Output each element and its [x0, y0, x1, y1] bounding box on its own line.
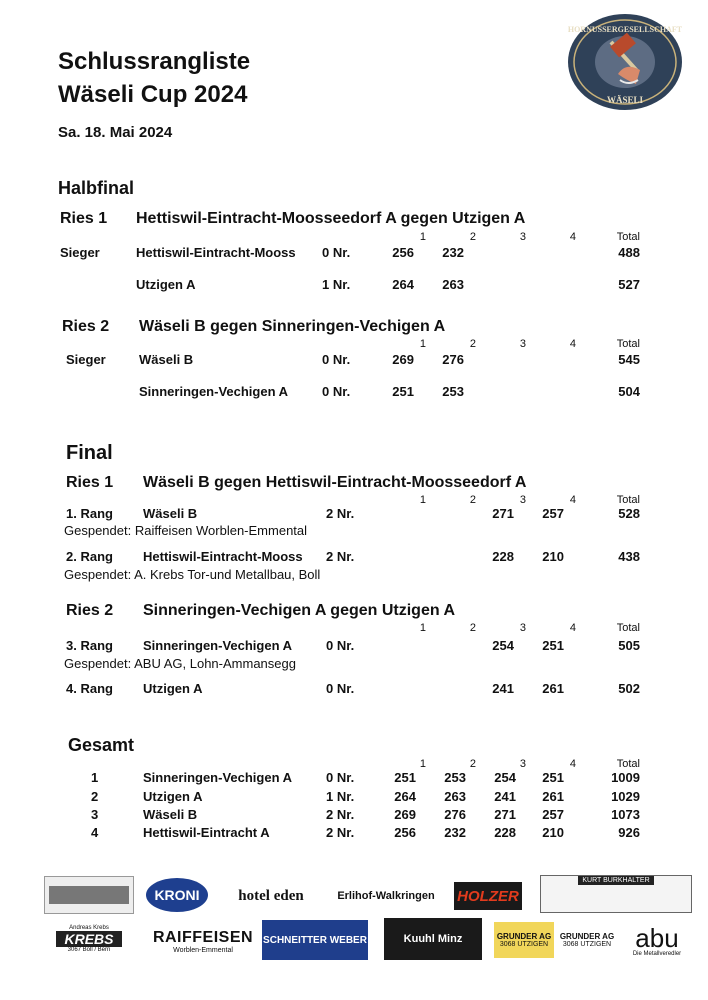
score-4: 261 — [542, 681, 564, 696]
schneitter-weber-logo: SCHNEITTER WEBER — [262, 920, 368, 960]
number: 1 Nr. — [322, 277, 351, 292]
final-ries2-label: Ries 2 — [66, 602, 114, 619]
halbfinal-ries1-label: Ries 1 — [60, 210, 108, 227]
grunder2-sub: 3068 UTZIGEN — [562, 941, 612, 948]
col-label-2: 2 — [469, 758, 476, 770]
number: 0 Nr. — [326, 681, 355, 696]
score-4: 210 — [542, 825, 564, 840]
number: 2 Nr. — [326, 549, 355, 564]
grunder1-sub: 3068 UTZIGEN — [499, 941, 549, 948]
krebs-place: 3067 Boll / Bern — [67, 947, 111, 953]
total: 527 — [618, 277, 640, 292]
sponsor-note: Gespendet: A. Krebs Tor-und Metallbau, Boll — [64, 567, 321, 582]
total: 528 — [618, 506, 640, 521]
team: Hettiswil-Eintracht A — [143, 825, 270, 840]
score-2: 276 — [442, 352, 464, 367]
score-1: 251 — [394, 770, 416, 785]
raiffeisen-sub: Worblen-Emmental — [173, 946, 233, 954]
halbfinal-heading: Halbfinal — [58, 178, 135, 198]
final-ries1-match: Wäseli B gegen Hettiswil-Eintracht-Moosseedorf A — [143, 474, 527, 491]
total: 505 — [618, 638, 640, 653]
score-4: 251 — [542, 770, 564, 785]
team: Sinneringen-Vechigen A — [143, 770, 293, 785]
team: Sinneringen-Vechigen A — [143, 638, 293, 653]
score-4: 257 — [542, 807, 564, 822]
col-label-3: 3 — [519, 231, 526, 243]
score-4: 210 — [542, 549, 564, 564]
burkhalter-name: KURT BURKHALTER — [578, 876, 653, 885]
sponsor-note: Gespendet: ABU AG, Lohn-Ammansegg — [64, 656, 296, 671]
number: 2 Nr. — [326, 807, 355, 822]
score-4: 261 — [542, 789, 564, 804]
number: 2 Nr. — [326, 506, 355, 521]
score-2: 253 — [444, 770, 466, 785]
score-3: 271 — [494, 807, 516, 822]
final-heading: Final — [66, 442, 113, 464]
score-1: 269 — [392, 352, 414, 367]
score-2: 263 — [444, 789, 466, 804]
col-label-total: Total — [616, 758, 640, 770]
halbfinal-ries1-match: Hettiswil-Eintracht-Moosseedorf A gegen Utzigen A — [136, 210, 526, 227]
page-title-line1: Schlussrangliste — [58, 48, 251, 75]
team: Utzigen A — [143, 789, 203, 804]
krebs-name-line: Andreas Krebs — [69, 925, 109, 931]
score-2: 253 — [442, 384, 464, 399]
score-1: 256 — [392, 245, 414, 260]
score-3: 228 — [494, 825, 516, 840]
col-label-2: 2 — [469, 622, 476, 634]
col-label-2: 2 — [469, 231, 476, 243]
col-label-1: 1 — [419, 622, 426, 634]
burkhalter-logo — [540, 875, 692, 913]
score-2: 232 — [444, 825, 466, 840]
total: 438 — [618, 549, 640, 564]
score-2: 263 — [442, 277, 464, 292]
team: Wäseli B — [143, 807, 198, 822]
raiffeisen-wordmark: RAIFFEISEN — [152, 928, 254, 946]
score-3: 241 — [492, 681, 514, 696]
score-1: 264 — [394, 789, 416, 804]
score-1: 264 — [392, 277, 414, 292]
col-label-3: 3 — [519, 758, 526, 770]
col-label-1: 1 — [419, 231, 426, 243]
score-2: 276 — [444, 807, 466, 822]
score-3: 271 — [492, 506, 514, 521]
total: 488 — [618, 245, 640, 260]
score-1: 256 — [394, 825, 416, 840]
page-title-line2: Wäseli Cup 2024 — [58, 81, 248, 108]
col-label-2: 2 — [469, 338, 476, 350]
rank: 2 — [91, 789, 99, 804]
holzer-logo: HOLZER — [454, 882, 522, 910]
score-2: 232 — [442, 245, 464, 260]
hotel-eden-logo: hotel eden — [238, 887, 304, 904]
rank: 1. Rang — [66, 506, 113, 521]
col-label-2: 2 — [469, 494, 476, 506]
score-3: 254 — [492, 638, 514, 653]
score-1: 251 — [392, 384, 414, 399]
total: 1073 — [611, 807, 640, 822]
total: 1029 — [611, 789, 640, 804]
erlihof-logo: Erlihof-Walkringen — [337, 890, 435, 902]
team: Wäseli B — [139, 352, 194, 367]
col-label-1: 1 — [419, 758, 426, 770]
krebs-logo — [44, 918, 134, 960]
rank: 3 — [91, 807, 99, 822]
team: Utzigen A — [136, 277, 196, 292]
col-label-4: 4 — [569, 622, 576, 634]
team: Hettiswil-Eintracht-Mooss — [136, 245, 296, 260]
team: Utzigen A — [143, 681, 203, 696]
rank: Sieger — [60, 245, 100, 260]
col-label-4: 4 — [569, 494, 576, 506]
grunder1-name: GRUNDER AG — [496, 932, 552, 941]
halbfinal-ries2-label: Ries 2 — [62, 318, 110, 335]
team: Sinneringen-Vechigen A — [139, 384, 289, 399]
col-label-3: 3 — [519, 338, 526, 350]
col-label-total: Total — [616, 622, 640, 634]
final-ries1-label: Ries 1 — [66, 474, 114, 491]
rank: 3. Rang — [66, 638, 113, 653]
team: Hettiswil-Eintracht-Mooss — [143, 549, 303, 564]
total: 1009 — [611, 770, 640, 785]
restaurant-sponsor-logo — [44, 876, 134, 914]
number: 1 Nr. — [326, 789, 355, 804]
logo-text-top: HORNUSSERGESELLSCHAFT — [567, 25, 683, 34]
abu-wordmark: abu — [635, 923, 679, 953]
col-label-4: 4 — [569, 338, 576, 350]
total: 504 — [618, 384, 640, 399]
club-logo — [566, 12, 684, 112]
col-label-total: Total — [616, 231, 640, 243]
abu-logo — [620, 920, 694, 962]
rank: Sieger — [66, 352, 106, 367]
rank: 4 — [91, 825, 99, 840]
number: 0 Nr. — [326, 770, 355, 785]
logo-text-bottom: WÄSELI — [606, 95, 644, 105]
number: 2 Nr. — [326, 825, 355, 840]
number: 0 Nr. — [326, 638, 355, 653]
raiffeisen-logo — [152, 924, 254, 958]
halbfinal-ries2-match: Wäseli B gegen Sinneringen-Vechigen A — [139, 318, 446, 335]
score-4: 251 — [542, 638, 564, 653]
score-3: 254 — [494, 770, 516, 785]
abu-sub: Die Metallveredler — [632, 951, 682, 957]
col-label-total: Total — [616, 338, 640, 350]
col-label-1: 1 — [419, 494, 426, 506]
team: Wäseli B — [143, 506, 198, 521]
grunder-logo-1 — [494, 922, 554, 958]
col-label-3: 3 — [519, 494, 526, 506]
final-ries2-match: Sinneringen-Vechigen A gegen Utzigen A — [143, 602, 456, 619]
kroni-logo: KRONI — [146, 878, 208, 912]
grunder-logo-2 — [560, 922, 614, 958]
total: 926 — [618, 825, 640, 840]
col-label-4: 4 — [569, 231, 576, 243]
col-label-4: 4 — [569, 758, 576, 770]
number: 0 Nr. — [322, 384, 351, 399]
rank: 2. Rang — [66, 549, 113, 564]
total: 545 — [618, 352, 640, 367]
total: 502 — [618, 681, 640, 696]
col-label-3: 3 — [519, 622, 526, 634]
score-3: 228 — [492, 549, 514, 564]
kuuhl-minz-logo: Kuuhl Minz — [384, 918, 482, 960]
score-1: 269 — [394, 807, 416, 822]
sponsor-note: Gespendet: Raiffeisen Worblen-Emmental — [64, 523, 308, 538]
grunder2-name: GRUNDER AG — [559, 932, 615, 941]
event-date: Sa. 18. Mai 2024 — [58, 124, 173, 141]
gesamt-heading: Gesamt — [68, 735, 135, 755]
col-label-total: Total — [616, 494, 640, 506]
krebs-wordmark: KREBS — [56, 931, 121, 947]
score-3: 241 — [494, 789, 516, 804]
col-label-1: 1 — [419, 338, 426, 350]
rank: 1 — [91, 770, 99, 785]
score-4: 257 — [542, 506, 564, 521]
number: 0 Nr. — [322, 352, 351, 367]
number: 0 Nr. — [322, 245, 351, 260]
rank: 4. Rang — [66, 681, 113, 696]
